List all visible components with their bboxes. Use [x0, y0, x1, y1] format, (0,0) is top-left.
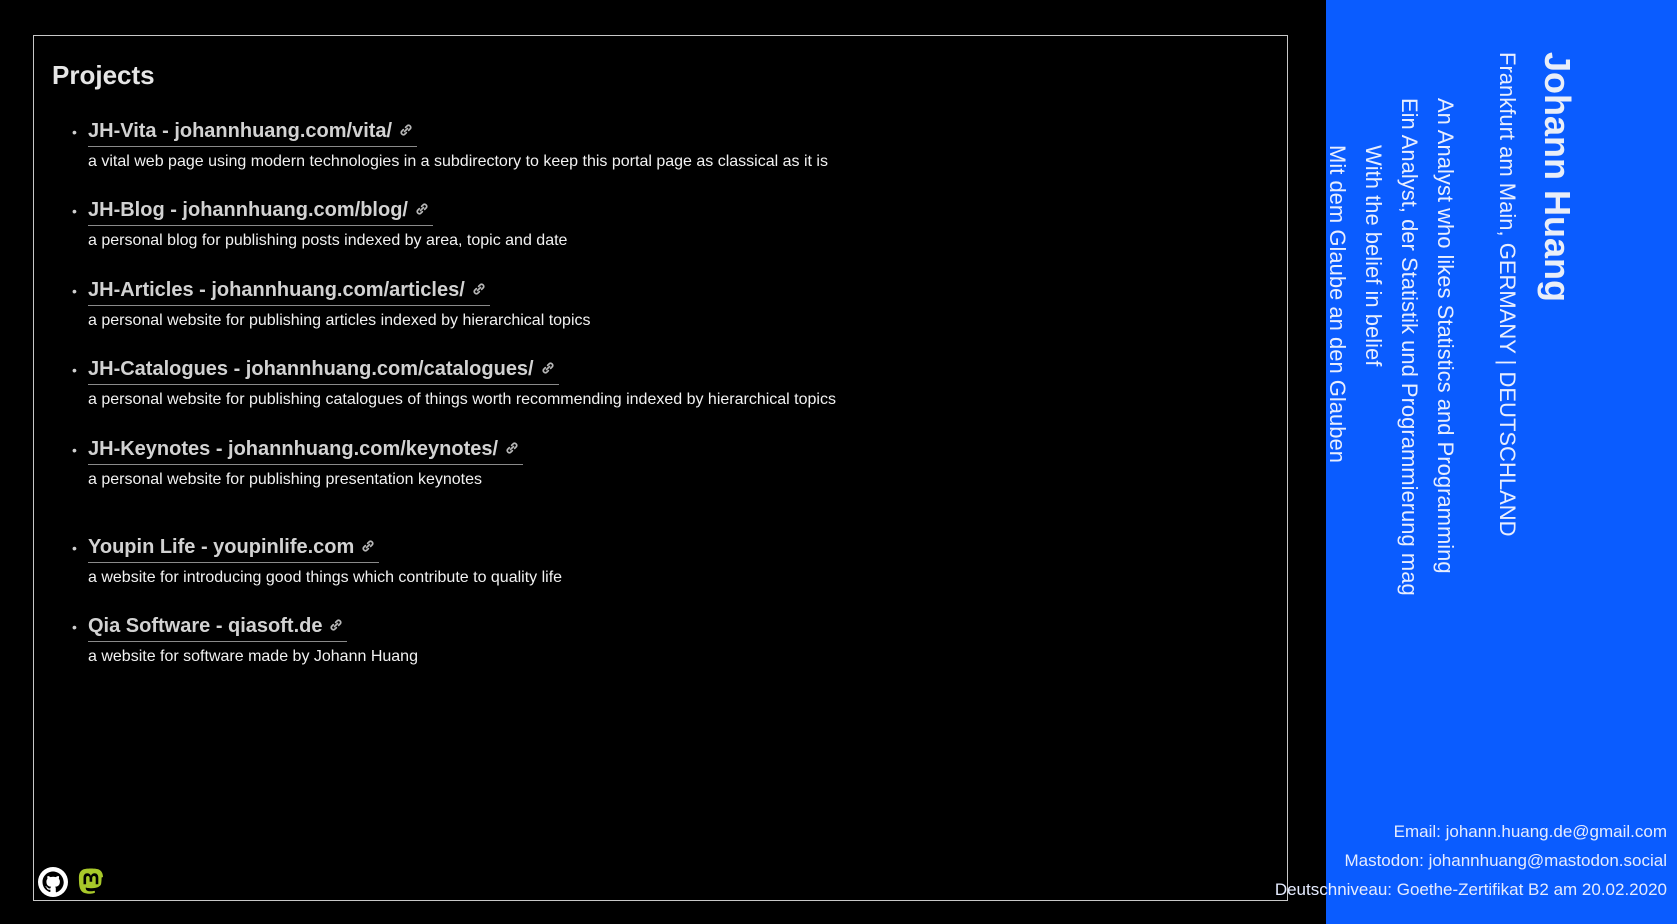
profile-sidebar: [1274, 0, 1677, 924]
project-link-label: JH-Blog - johannhuang.com/blog/: [88, 199, 408, 221]
github-icon[interactable]: [37, 866, 69, 898]
profile-tagline-en: An Analyst who likes Statistics and Programming: [1433, 98, 1458, 574]
project-link-vita[interactable]: [88, 120, 417, 147]
link-icon: [537, 359, 559, 377]
project-link-qiasoft[interactable]: [88, 615, 347, 642]
project-item-vita: [72, 120, 828, 171]
project-link-label: Youpin Life - youpinlife.com: [88, 536, 355, 558]
bullet-icon: •: [72, 362, 77, 378]
section-title: Projects: [52, 60, 155, 90]
project-link-label: JH-Keynotes - johannhuang.com/keynotes/: [88, 438, 499, 460]
profile-location: Frankfurt am Main, GERMANY | DEUTSCHLAND: [1495, 52, 1520, 537]
project-item-youpinlife: [72, 536, 563, 587]
projects-panel: [33, 35, 1288, 901]
project-link-label: Qia Software - qiasoft.de: [88, 615, 323, 637]
project-desc: a website for software made by Johann Huang: [88, 648, 418, 665]
link-icon: [501, 439, 523, 457]
project-link-label: JH-Vita - johannhuang.com/vita/: [88, 120, 393, 142]
project-link-articles[interactable]: [88, 279, 490, 306]
project-link-keynotes[interactable]: [88, 438, 523, 465]
link-icon: [357, 537, 379, 555]
project-item-qiasoft: [72, 615, 418, 666]
profile-tagline-de: Ein Analyst, der Statistik und Programmierung mag: [1397, 98, 1422, 596]
bullet-icon: •: [72, 442, 77, 458]
project-desc: a vital web page using modern technologies in a subdirectory to keep this portal page as classical as it is: [88, 153, 828, 170]
bullet-icon: •: [72, 619, 77, 635]
project-link-catalogues[interactable]: [88, 358, 559, 385]
mastodon-icon[interactable]: [75, 866, 107, 898]
project-item-catalogues: [72, 358, 836, 409]
project-link-label: JH-Catalogues - johannhuang.com/catalogues/: [88, 358, 534, 380]
link-icon: [468, 280, 490, 298]
profile-belief-en: With the belief in belief: [1361, 145, 1386, 367]
project-desc: a personal website for publishing articles indexed by hierarchical topics: [88, 312, 591, 329]
contact-email[interactable]: Email: johann.huang.de@gmail.com: [1393, 822, 1667, 841]
project-desc: a personal website for publishing presentation keynotes: [88, 471, 483, 488]
project-desc: a personal blog for publishing posts indexed by area, topic and date: [88, 232, 568, 249]
project-item-keynotes: [72, 438, 523, 489]
bullet-icon: •: [72, 203, 77, 219]
project-link-youpinlife[interactable]: [88, 536, 379, 563]
project-link-blog[interactable]: [88, 199, 433, 226]
project-link-label: JH-Articles - johannhuang.com/articles/: [88, 279, 465, 301]
social-bar: [37, 866, 107, 898]
profile-belief-de: Mit dem Glaube an den Glauben: [1325, 145, 1350, 463]
bullet-icon: •: [72, 124, 77, 140]
link-icon: [325, 616, 347, 634]
bullet-icon: •: [72, 540, 77, 556]
contact-certificate: Deutschniveau: Goethe-Zertifikat B2 am 20.02.2020: [1274, 880, 1667, 899]
project-item-blog: [72, 199, 568, 250]
project-item-articles: [72, 279, 591, 330]
profile-name: Johann Huang: [1537, 52, 1578, 302]
link-icon: [395, 121, 417, 139]
contact-mastodon[interactable]: Mastodon: johannhuang@mastodon.social: [1344, 851, 1667, 870]
project-desc: a personal website for publishing catalogues of things worth recommending indexed by hierarchical topics: [88, 391, 836, 408]
bullet-icon: •: [72, 283, 77, 299]
project-desc: a website for introducing good things which contribute to quality life: [88, 569, 563, 586]
link-icon: [411, 200, 433, 218]
